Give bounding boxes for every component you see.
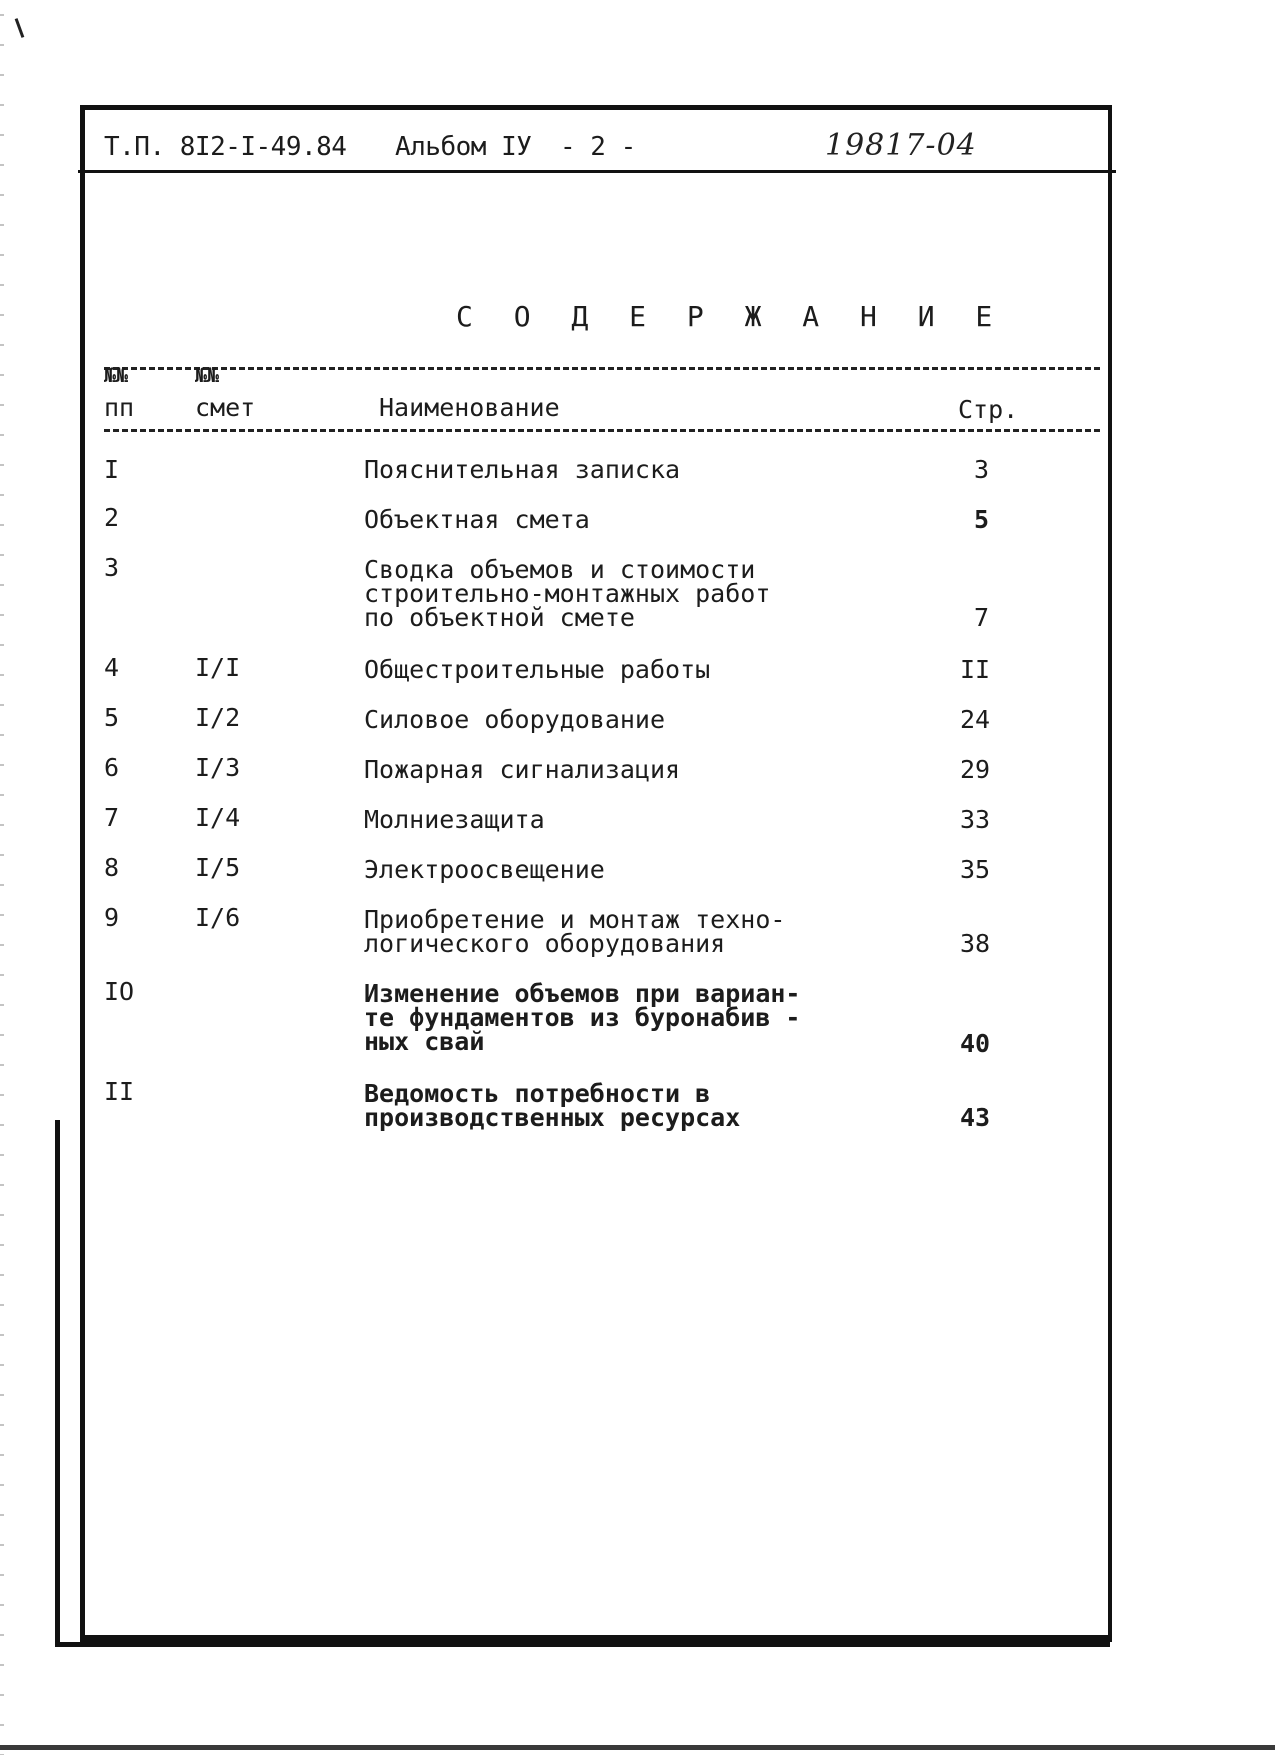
row-title-line: ных свай [364,1027,485,1056]
row-number: II [104,1077,135,1106]
row-title-line: по объектной смете [364,603,635,632]
row-title-line: строительно-монтажных работ [364,579,771,608]
col-page-label: Стр. [958,395,1019,424]
row-page: II [960,655,991,684]
row-number: I [104,455,120,484]
scan-mark [15,18,25,38]
row-page: 3 [974,455,990,484]
row-estimate: I/4 [195,803,241,832]
row-title: Общестроительные работы [364,655,711,684]
row-page: 35 [960,855,991,884]
frame-shadow-left [55,1120,60,1645]
col-est-label: смет [195,393,256,422]
table-header-dashed-line [104,429,1100,432]
row-title-line: логического оборудования [364,929,726,958]
row-title: Молниезащита [364,805,545,834]
row-estimate: I/I [195,653,241,682]
row-number: 4 [104,653,120,682]
scan-edge-left [0,0,4,1755]
row-page: 29 [960,755,991,784]
row-page: 38 [960,929,991,958]
row-page: 7 [974,603,990,632]
header-divider [78,170,1116,173]
row-number: 9 [104,903,120,932]
row-number: 6 [104,753,120,782]
handwritten-number: 19817-04 [825,128,977,163]
row-number: 8 [104,853,120,882]
row-number: 7 [104,803,120,832]
row-title-line: Сводка объемов и стоимости [364,555,756,584]
contents-title: С О Д Е Р Ж А Н И Е [456,300,1005,333]
row-title: Пожарная сигнализация [364,755,681,784]
row-title: Силовое оборудование [364,705,666,734]
row-title-line: Приобретение и монтаж техно- [364,905,786,934]
row-title-line: Изменение объемов при вариан- [364,979,801,1008]
row-title: Электроосвещение [364,855,605,884]
row-title-line: те фундаментов из буронабив - [364,1003,801,1032]
frame-shadow-bottom [55,1642,1110,1647]
col-num-symbol: №№ [104,363,129,387]
row-page: 43 [960,1103,991,1132]
col-est-symbol: №№ [195,363,220,387]
row-number: IO [104,977,135,1006]
row-page: 24 [960,705,991,734]
row-page: 33 [960,805,991,834]
row-estimate: I/5 [195,853,241,882]
scan-edge-bottom [0,1745,1275,1750]
row-estimate: I/2 [195,703,241,732]
row-title: Пояснительная записка [364,455,681,484]
row-title-line: производственных ресурсах [364,1103,741,1132]
row-page: 40 [960,1029,991,1058]
row-number: 5 [104,703,120,732]
col-num-label: пп [104,393,135,422]
row-title: Объектная смета [364,505,590,534]
row-estimate: I/3 [195,753,241,782]
album-number: Альбом IУ [395,132,532,162]
col-name-label: Наименование [379,393,560,422]
document-code: Т.П. 8I2-I-49.84 [104,132,347,162]
row-number: 2 [104,503,120,532]
row-page: 5 [974,505,990,534]
page-number: - 2 - [560,132,636,162]
row-title-line: Ведомость потребности в [364,1079,711,1108]
row-estimate: I/6 [195,903,241,932]
table-top-dashed-line [104,367,1100,370]
row-number: 3 [104,553,120,582]
